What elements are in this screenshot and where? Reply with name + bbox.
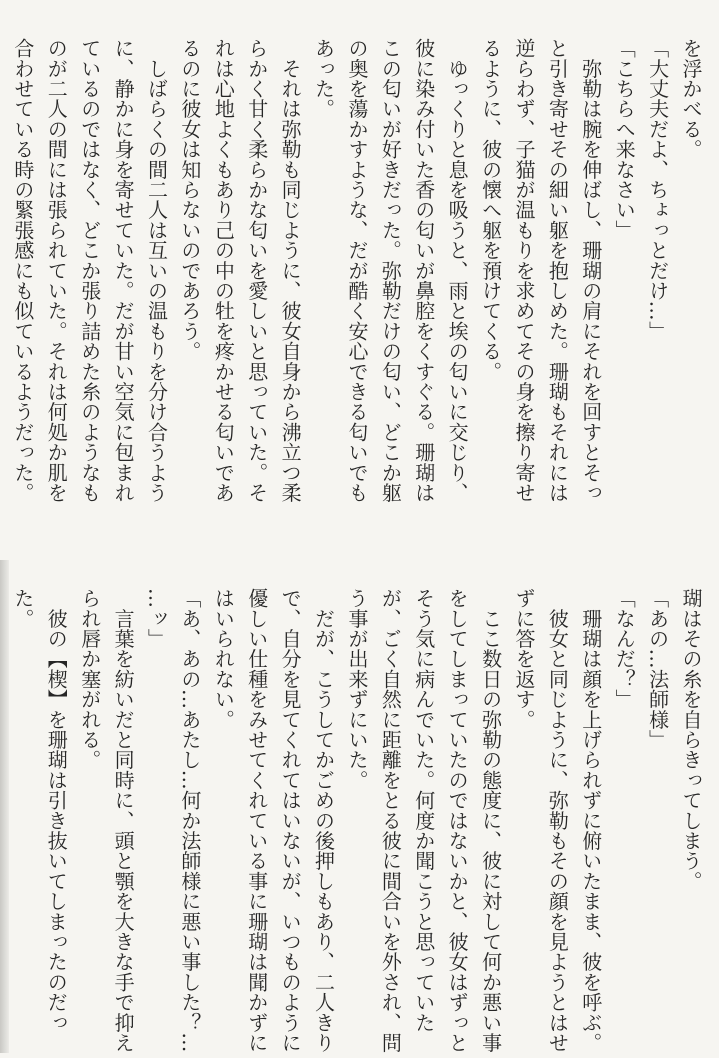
text-line: ここ数日の弥勒の態度に、彼に対して何か悪い事 xyxy=(478,588,503,1053)
text-line: それは弥勒も同じように、彼女自身から沸立つ柔 xyxy=(278,38,303,503)
text-line: 「こちらへ来なさい」 xyxy=(612,38,637,240)
text-line: 「あの…法師様」 xyxy=(645,588,670,750)
text-line: をしてしまっていたのではないかと、彼女はずっと xyxy=(445,588,470,1053)
text-line: 合わせている時の緊張感にも似ているようだった。 xyxy=(10,38,35,503)
text-line: う事が出来ずにいた。 xyxy=(344,588,369,790)
text-block-bottom xyxy=(5,588,707,1058)
text-line: に、静かに身を寄せていた。だが甘い空気に包まれ xyxy=(111,38,136,503)
text-line: と引き寄せその細い躯を抱しめた。珊瑚もそれには xyxy=(545,38,570,503)
text-line: るのに彼女は知らないのであろう。 xyxy=(177,38,202,362)
text-line: のが二人の間には張られていた。それは何処か肌を xyxy=(44,38,69,503)
text-line: で、自分を見てくれてはいないが、いつものように xyxy=(278,588,303,1053)
text-line: れは心地よくもあり己の中の牡を疼かせる匂いであ xyxy=(211,38,236,503)
text-line: を浮かべる。 xyxy=(679,38,703,160)
text-line: 彼女と同じように、弥勒もその顔を見ようとはせ xyxy=(545,588,570,1053)
text-line: た。 xyxy=(10,588,35,629)
text-line: 「なんだ？」 xyxy=(612,588,637,710)
text-line: しばらくの間二人は互いの温もりを分け合うよう xyxy=(144,38,169,503)
text-line: られ唇か塞がれる。 xyxy=(77,588,102,770)
text-line: はいられない。 xyxy=(211,588,236,730)
text-line: あった。 xyxy=(311,38,336,119)
text-line: ているのではなく、どこか張り詰めた糸のようなも xyxy=(77,38,102,503)
text-line: 「大丈夫だよ、ちょっとだけ…」 xyxy=(645,38,670,341)
text-line: 彼に染み付いた香の匂いが鼻腔をくすぐる。珊瑚は xyxy=(411,38,436,503)
text-line: らかく甘く柔らかな匂いを愛しいと思っていた。そ xyxy=(244,38,269,503)
text-block-top xyxy=(5,38,707,508)
text-line: 逆らわず、子猫が温もりを求めてその身を擦り寄せ xyxy=(511,38,536,503)
text-line: 言葉を紡いだと同時に、頭と顎を大きな手で抑え xyxy=(111,588,136,1053)
text-line: の奥を蕩かすような、だが酷く安心できる匂いでも xyxy=(344,38,369,503)
text-line: …ッ」 xyxy=(144,588,169,649)
text-line: が、ごく自然に距離をとる彼に間合いを外され、問 xyxy=(378,588,403,1053)
text-line: 弥勒は腕を伸ばし、珊瑚の肩にそれを回すとそっ xyxy=(578,38,603,503)
text-line: 「あ、あの…あたし…何か法師様に悪い事した？… xyxy=(177,588,202,1053)
text-line: 瑚はその糸を自らきってしまう。 xyxy=(679,588,703,891)
text-line: そう気に病んでいた。何度か聞こうと思っていた xyxy=(411,588,436,1033)
text-line: だが、こうしてかごめの後押しもあり、二人きり xyxy=(311,588,336,1053)
text-line: 珊瑚は顔を上げられずに俯いたまま、彼を呼ぶ。 xyxy=(578,588,603,1053)
text-line: 優しい仕種をみせてくれている事に珊瑚は聞かずに xyxy=(244,588,269,1053)
text-line: ずに答を返す。 xyxy=(511,588,536,730)
text-line: この匂いが好きだった。弥勒だけの匂い、どこか躯 xyxy=(378,38,403,503)
text-line: ゆっくりと息を吸うと、雨と埃の匂いに交じり、 xyxy=(445,38,470,503)
text-line: 彼の【楔】を珊瑚は引き抜いてしまったのだっ xyxy=(44,588,69,1033)
text-line: るように、彼の懐へ躯を預けてくる。 xyxy=(478,38,503,382)
